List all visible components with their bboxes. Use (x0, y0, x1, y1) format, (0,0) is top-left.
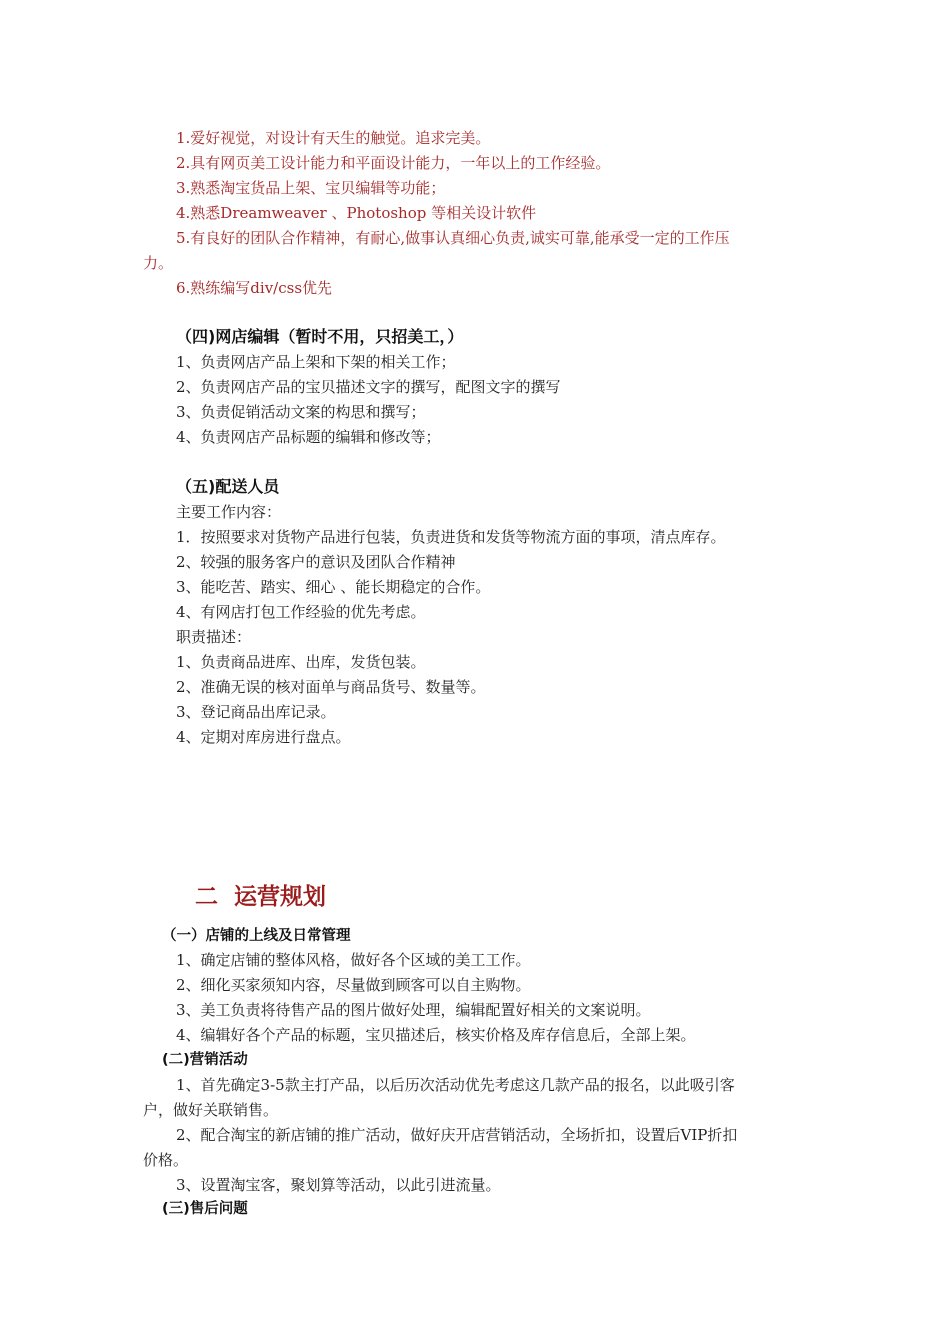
paragraph-line-wrap: 户，做好关联销售。 (143, 1101, 279, 1119)
paragraph-line: 3、设置淘宝客，聚划算等活动，以此引进流量。 (176, 1176, 501, 1194)
section-heading: (三)售后问题 (162, 1201, 248, 1217)
list-item: 2、准确无误的核对面单与商品货号、数量等。 (176, 678, 486, 696)
list-item: 2、细化买家须知内容，尽量做到顾客可以自主购物。 (176, 976, 531, 994)
paragraph-line: 1、首先确定3-5款主打产品，以后历次活动优先考虑这几款产品的报名，以此吸引客 (176, 1076, 735, 1094)
requirement-line: 3.熟悉淘宝货品上架、宝贝编辑等功能； (176, 179, 446, 197)
section-heading: （五)配送人员 (176, 477, 280, 496)
list-item: 1、负责商品进库、出库，发货包装。 (176, 653, 426, 671)
list-item: 4、负责网店产品标题的编辑和修改等； (176, 428, 441, 446)
paragraph-line: 2、配合淘宝的新店铺的推广活动，做好庆开店营销活动，全场折扣，设置后VIP折扣 (176, 1126, 738, 1144)
paragraph-line-wrap: 价格。 (143, 1151, 189, 1169)
section-heading: (二)营销活动 (162, 1052, 248, 1068)
list-item: 2、较强的服务客户的意识及团队合作精神 (176, 553, 456, 571)
requirement-line: 4.熟悉Dreamweaver 、Photoshop 等相关设计软件 (176, 204, 537, 222)
requirement-line: 5.有良好的团队合作精神，有耐心,做事认真细心负责,诚实可靠,能承受一定的工作压 (176, 229, 730, 247)
list-item: 1、负责网店产品上架和下架的相关工作； (176, 353, 456, 371)
list-item: 1．按照要求对货物产品进行包装，负责进货和发货等物流方面的事项，清点库存。 (176, 528, 726, 546)
section-heading: （一）店铺的上线及日常管理 (162, 928, 351, 944)
list-item: 4、定期对库房进行盘点。 (176, 728, 351, 746)
list-item: 3、能吃苦、踏实、细心 、能长期稳定的合作。 (176, 578, 491, 596)
list-item: 4、有网店打包工作经验的优先考虑。 (176, 603, 426, 621)
list-item: 2、负责网店产品的宝贝描述文字的撰写，配图文字的撰写 (176, 378, 561, 396)
requirement-line-wrap: 力。 (143, 254, 174, 272)
list-item: 4、编辑好各个产品的标题，宝贝描述后，核实价格及库存信息后，全部上架。 (176, 1026, 696, 1044)
requirement-line: 1.爱好视觉，对设计有天生的触觉。追求完美。 (176, 129, 491, 147)
requirement-line: 2.具有网页美工设计能力和平面设计能力，一年以上的工作经验。 (176, 154, 611, 172)
list-item: 3、美工负责将待售产品的图片做好处理，编辑配置好相关的文案说明。 (176, 1001, 651, 1019)
list-item: 3、负责促销活动文案的构思和撰写； (176, 403, 426, 421)
chapter-title: 二 运营规划 (195, 884, 327, 910)
subsection-label: 主要工作内容： (176, 503, 282, 521)
list-item: 3、登记商品出库记录。 (176, 703, 336, 721)
list-item: 1、确定店铺的整体风格，做好各个区域的美工工作。 (176, 951, 531, 969)
section-heading: （四)网店编辑（暂时不用，只招美工，） (176, 327, 464, 346)
subsection-label: 职责描述： (176, 628, 252, 646)
requirement-line: 6.熟练编写div/css优先 (176, 279, 333, 297)
